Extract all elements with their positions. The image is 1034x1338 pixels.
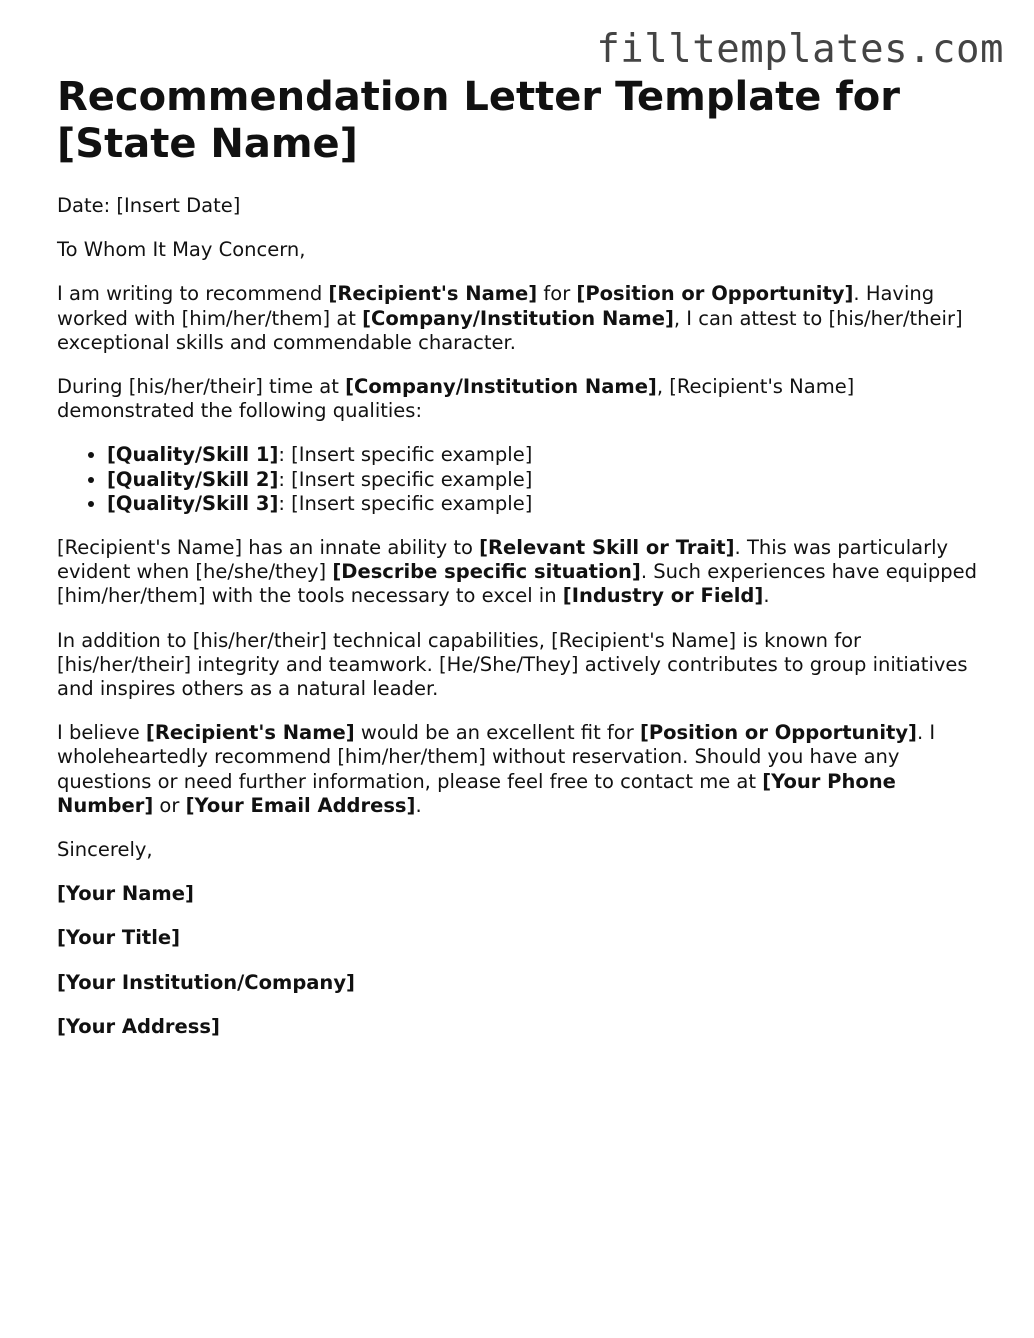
list-item	[107, 468, 987, 492]
placeholder-position: [Position or Opportunity]	[639, 721, 917, 745]
placeholder-recipient-name: [Recipient's Name]	[145, 721, 355, 745]
placeholder-industry: [Industry or Field]	[562, 584, 764, 608]
placeholder-situation: [Describe specific situation]	[332, 560, 641, 584]
text-segment: During [his/her/their] time at	[57, 375, 346, 399]
page-title: Recommendation Letter Template for [State Name]	[57, 74, 900, 167]
placeholder-company: [Company/Institution Name]	[362, 306, 674, 330]
text-segment: would be an excellent fit for	[354, 721, 640, 745]
closing: Sincerely,	[57, 838, 153, 862]
text-segment: , I can attest to [his/her/their] exceptional skills and commendable character.	[57, 306, 963, 354]
quality-text: : [Insert specific example]	[278, 467, 533, 491]
text-segment: . Such experiences have equipped [him/her/them] with the tools necessary to excel in	[57, 560, 978, 608]
paragraph-intro	[57, 282, 987, 355]
text-segment: . This was particularly evident when [he/she/they]	[57, 536, 949, 584]
text-segment: . Having worked with [him/her/them] at	[57, 282, 935, 330]
paragraph-qualities-intro	[57, 375, 987, 423]
placeholder-phone: [Your Phone Number]	[57, 769, 896, 817]
qualities-list	[57, 443, 987, 516]
text-segment: . I wholeheartedly recommend [him/her/them] without reservation. Should you have any questions or need further information, please feel free to contact me at	[57, 721, 936, 793]
text-segment: or	[153, 793, 186, 817]
text-segment: .	[763, 584, 770, 608]
signature-name: [Your Name]	[57, 882, 194, 906]
letter-document	[57, 74, 987, 1059]
quality-label: [Quality/Skill 2]	[107, 467, 279, 491]
placeholder-company: [Company/Institution Name]	[345, 375, 657, 399]
paragraph-character: In addition to [his/her/their] technical capabilities, [Recipient's Name] is known for [his/her/their] integrity and teamwork. [He/She/They] actively contributes to group initiatives and inspires others as a natural leader.	[57, 628, 968, 701]
quality-label: [Quality/Skill 3]	[107, 491, 279, 515]
signature-title: [Your Title]	[57, 926, 181, 950]
paragraph-conclusion	[57, 721, 987, 818]
signature-address: [Your Address]	[57, 1014, 220, 1038]
placeholder-email: [Your Email Address]	[185, 793, 416, 817]
text-segment: , [Recipient's Name] demonstrated the following qualities:	[57, 375, 855, 423]
text-segment: I believe	[57, 721, 146, 745]
text-segment: I am writing to recommend	[57, 282, 329, 306]
signature-institution: [Your Institution/Company]	[57, 970, 355, 994]
text-segment: .	[415, 793, 422, 817]
salutation: To Whom It May Concern,	[57, 238, 306, 262]
placeholder-recipient-name: [Recipient's Name]	[328, 282, 538, 306]
quality-text: : [Insert specific example]	[278, 443, 533, 467]
text-segment: [Recipient's Name] has an innate ability to	[57, 536, 480, 560]
placeholder-position: [Position or Opportunity]	[576, 282, 854, 306]
placeholder-skill: [Relevant Skill or Trait]	[479, 536, 735, 560]
watermark: filltemplates.com	[596, 27, 1004, 72]
paragraph-skills	[57, 536, 987, 609]
quality-label: [Quality/Skill 1]	[107, 443, 279, 467]
text-segment: for	[537, 282, 577, 306]
quality-text: : [Insert specific example]	[278, 491, 533, 515]
date-line: Date: [Insert Date]	[57, 194, 241, 217]
list-item	[107, 443, 987, 467]
list-item	[107, 492, 987, 516]
